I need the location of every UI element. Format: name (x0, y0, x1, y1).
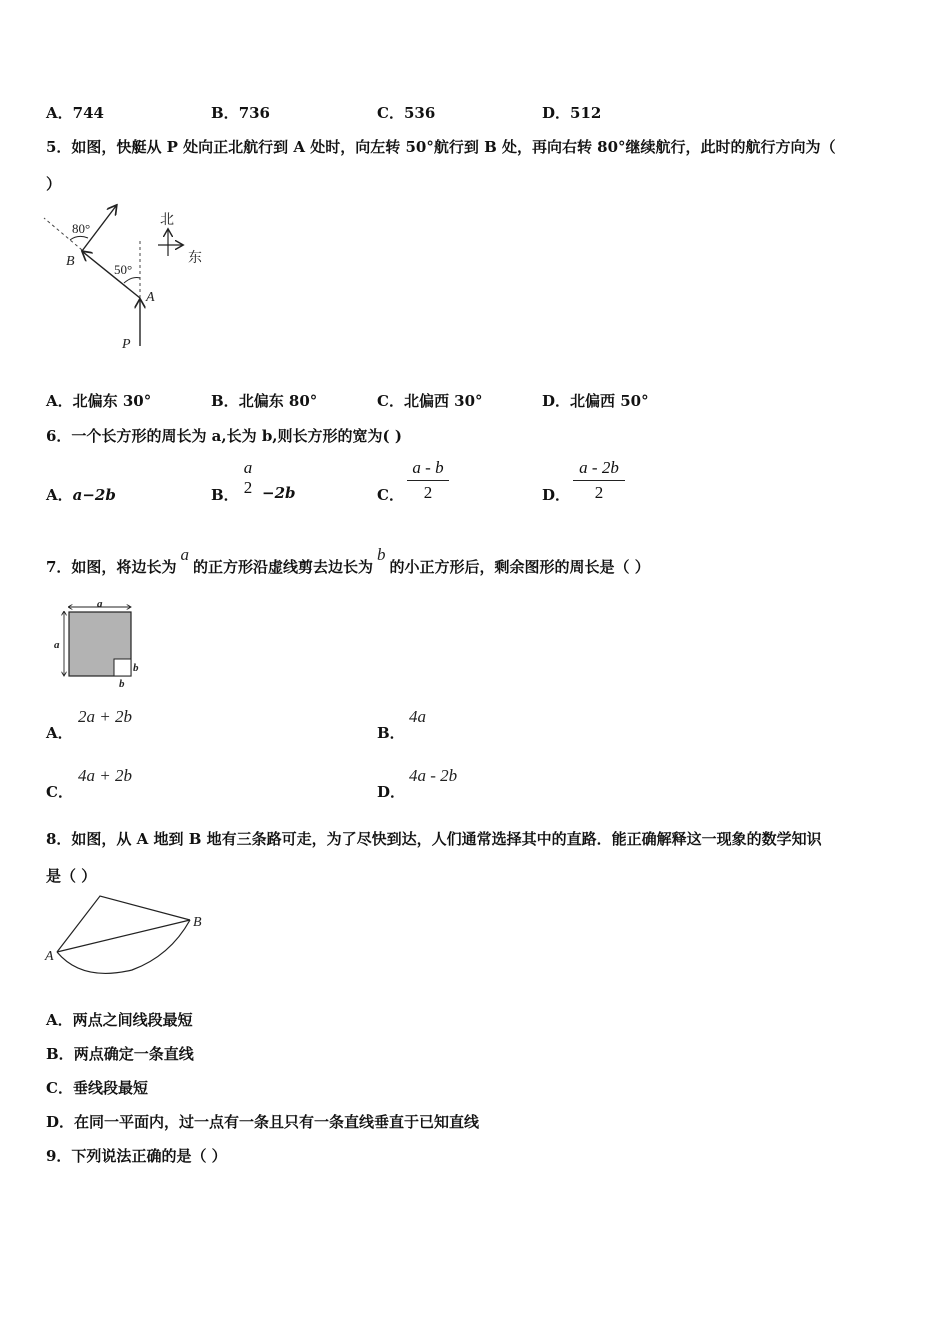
q7-option-c-expr: 4a + 2b (78, 766, 132, 785)
q8-label-b: B (193, 915, 202, 930)
compass-north-label: 北 (160, 213, 174, 228)
q5-angle-50: 50° (114, 262, 133, 277)
q5-label-p: P (122, 337, 131, 352)
q6-option-c-letter: C． (377, 486, 404, 504)
q7-option-b-expr: 4a (409, 707, 426, 726)
q5-angle-80: 80° (72, 221, 91, 236)
q8-option-d: D．在同一平面内，过一点有一条且只有一条直线垂直于已知直线 (46, 1113, 480, 1131)
q6-option-b-tail: −2b (262, 484, 296, 502)
q5-stem-close: ） (46, 175, 62, 193)
q7-option-b-letter: B． (377, 724, 405, 742)
q5-label-a: A (146, 290, 155, 305)
q7-label-right-b: b (133, 662, 139, 674)
q7-square-figure (50, 598, 150, 690)
q8-option-b: B．两点确定一条直线 (46, 1045, 194, 1063)
q8-stem-close: 是（ ） (46, 867, 97, 885)
q7-option-c-letter: C． (46, 783, 73, 801)
road-straight (57, 920, 190, 952)
q7-option-d-expr: 4a - 2b (409, 766, 458, 785)
q6-stem: 6．一个长方形的周长为 a,长为 b,则长方形的宽为( ) (46, 427, 402, 445)
q7-stem: 7．如图，将边长为a的正方形沿虚线剪去边长为b的小正方形后，剩余图形的周长是（ ） (46, 545, 650, 576)
q5-label-b: B (66, 254, 75, 269)
q5-stem: 5．如图，快艇从 P 处向正北航行到 A 处时，向左转 50°航行到 B 处，再向右转 80°继续航行，此时的航行方向为（ (46, 138, 836, 156)
q6-option-d-fraction: a - 2b 2 (573, 458, 625, 503)
q8-option-c: C．垂线段最短 (46, 1079, 148, 1097)
q7-option-d-letter: D． (377, 783, 406, 801)
q7-label-left-a: a (54, 639, 60, 651)
q4-option-b: B．736 (211, 104, 270, 122)
compass-east-label: 东 (188, 251, 202, 266)
q5-option-d: D．北偏西 50° (542, 392, 649, 410)
q7-label-bottom-b: b (119, 678, 125, 690)
q5-navigation-figure (40, 200, 215, 360)
road-broken (57, 896, 190, 952)
q7-label-top-a: a (97, 598, 103, 610)
q8-stem: 8．如图，从 A 地到 B 地有三条路可走，为了尽快到达，人们通常选择其中的直路．能正确解释这一现象的数学知识 (46, 830, 822, 848)
q7-option-a-letter: A． (46, 724, 73, 742)
q8-three-roads-figure (42, 890, 212, 982)
q4-option-c: C．536 (377, 104, 436, 122)
q4-option-a: A．744 (46, 104, 104, 122)
q9-stem: 9．下列说法正确的是（ ） (46, 1147, 227, 1165)
q8-label-a: A (45, 949, 54, 964)
q6-option-a: A．a−2b (46, 486, 116, 504)
q6-option-c-fraction: a - b 2 (407, 458, 449, 503)
q6-option-b-letter: B． (211, 486, 239, 504)
q5-option-b: B．北偏东 80° (211, 392, 318, 410)
q6-option-d-letter: D． (542, 486, 571, 504)
q5-option-c: C．北偏西 30° (377, 392, 483, 410)
q6-option-b-fraction: a 2 (243, 458, 253, 497)
small-square-cut (114, 659, 131, 676)
q7-option-a-expr: 2a + 2b (78, 707, 132, 726)
q8-option-a: A．两点之间线段最短 (46, 1011, 193, 1029)
q4-option-d: D．512 (542, 104, 602, 122)
q5-option-a: A．北偏东 30° (46, 392, 152, 410)
